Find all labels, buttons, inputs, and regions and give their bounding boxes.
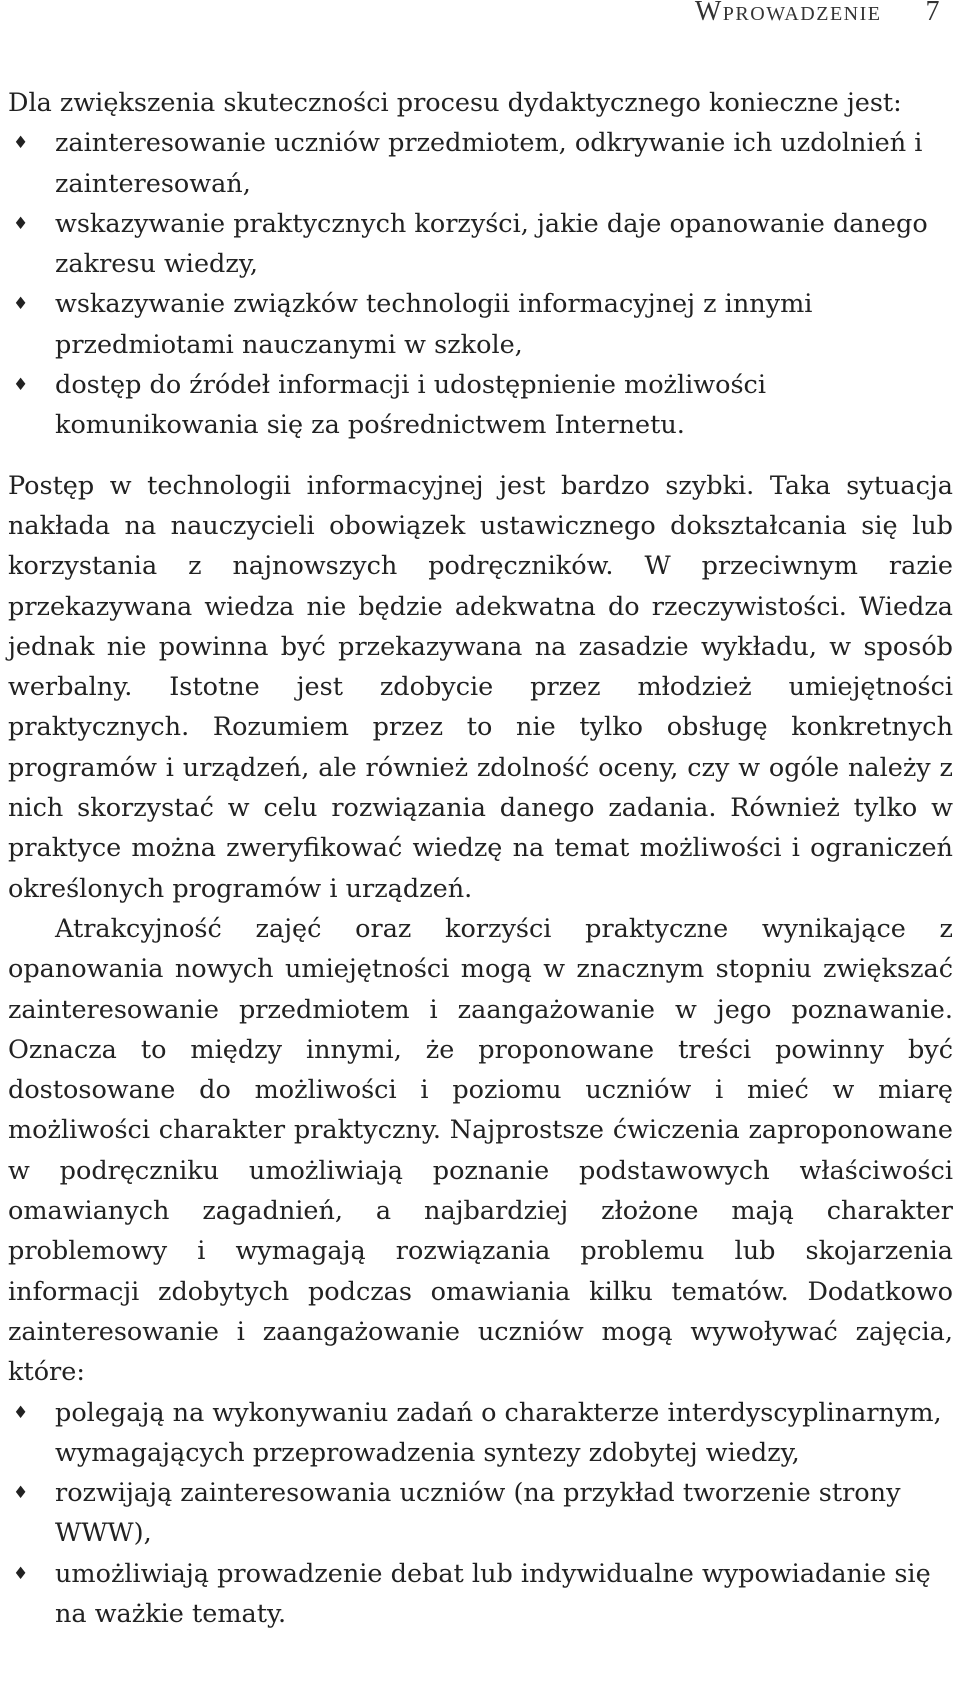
list-item-text: zainteresowanie uczniów przedmiotem, odkrywanie ich uzdolnień i zainteresowań, <box>55 128 923 199</box>
list-item <box>8 204 953 285</box>
diamond-bullet-icon: ♦ <box>13 1402 29 1423</box>
list-item-text: umożliwiają prowadzenie debat lub indywidualne wypowiadanie się na ważkie tematy. <box>55 1558 931 1629</box>
paragraph-attractiveness: Atrakcyjność zajęć oraz korzyści praktyczne wynikające z opanowania nowych umiejętności mogą w znacznym stopniu zwiększać zainteresowanie przedmiotem i zaangażowanie w jego poznawanie. Oznacza to między innymi, że proponowane treści powinny być dostosowane do możliwości i poziomu uczniów i mieć w miarę możliwości charakter praktyczny. Najprostsze ćwiczenia zaproponowane w podręczniku umożliwiają poznanie podstawowych właściwości omawianych zagadnień, a najbardziej złożone mają charakter problemowy i wymagają rozwiązania problemu lub skojarzenia informacji zdobytych podczas omawiania kilku tematów. Dodatkowo zainteresowanie i zaangażowanie uczniów mogą wywoływać zajęcia, które: <box>8 913 953 1388</box>
diamond-bullet-icon: ♦ <box>13 213 29 234</box>
diamond-bullet-icon: ♦ <box>13 375 29 396</box>
book-page <box>8 0 953 1703</box>
list-item <box>8 365 953 446</box>
list-item-text: wskazywanie praktycznych korzyści, jakie daje opanowanie danego zakresu wiedzy, <box>55 208 928 280</box>
list-item-text: wskazywanie związków technologii informacyjnej z innymi przedmiotami nauczanymi w szkole, <box>55 289 813 360</box>
diamond-bullet-icon: ♦ <box>13 1563 29 1584</box>
page-number: 7 <box>925 0 941 27</box>
diamond-bullet-icon: ♦ <box>13 133 29 154</box>
list-item <box>8 1554 953 1635</box>
paragraph-progress: Postęp w technologii informacyjnej jest bardzo szybki. Taka sytuacja nakłada na nauczycieli obowiązek ustawicznego dokształcania się lub korzystania z najnowszych podręczników. W przeciwnym razie przekazywana wiedza nie będzie adekwatna do rzeczywistości. Wiedza jednak nie powinna być przekazywana na zasadzie wykładu, w sposób werbalny. Istotne jest zdobycie przez młodzież umiejętności praktycznych. Rozumiem przez to nie tylko obsługę konkretnych programów i urządzeń, ale również zdolność oceny, czy w ogóle należy z nich skorzystać w celu rozwiązania danego zadania. Również tylko w praktyce można zweryfikować wiedzę na temat możliwości i ograniczeń określonych programów i urządzeń. <box>8 470 953 904</box>
section-title: Wprowadzenie <box>694 0 882 27</box>
activities-list <box>8 1393 953 1635</box>
list-item-text: polegają na wykonywaniu zadań o charakterze interdyscyplinarnym, wymagających przeprowadzenia syntezy zdobytej wiedzy, <box>55 1397 942 1468</box>
list-item <box>8 284 953 365</box>
diamond-bullet-icon: ♦ <box>13 294 29 315</box>
diamond-bullet-icon: ♦ <box>13 1483 29 1504</box>
running-head <box>695 0 941 28</box>
list-item-text: dostęp do źródeł informacji i udostępnienie możliwości komunikowania się za pośrednictwem Internetu. <box>55 370 766 441</box>
page-content <box>8 83 953 1634</box>
list-item-text: rozwijają zainteresowania uczniów (na przykład tworzenie strony WWW), <box>55 1478 901 1549</box>
list-item <box>8 1393 953 1474</box>
intro-sentence: Dla zwiększenia skuteczności procesu dydaktycznego konieczne jest: <box>8 88 902 118</box>
list-item <box>8 123 953 204</box>
list-item <box>8 1473 953 1554</box>
effectiveness-list <box>8 123 953 445</box>
